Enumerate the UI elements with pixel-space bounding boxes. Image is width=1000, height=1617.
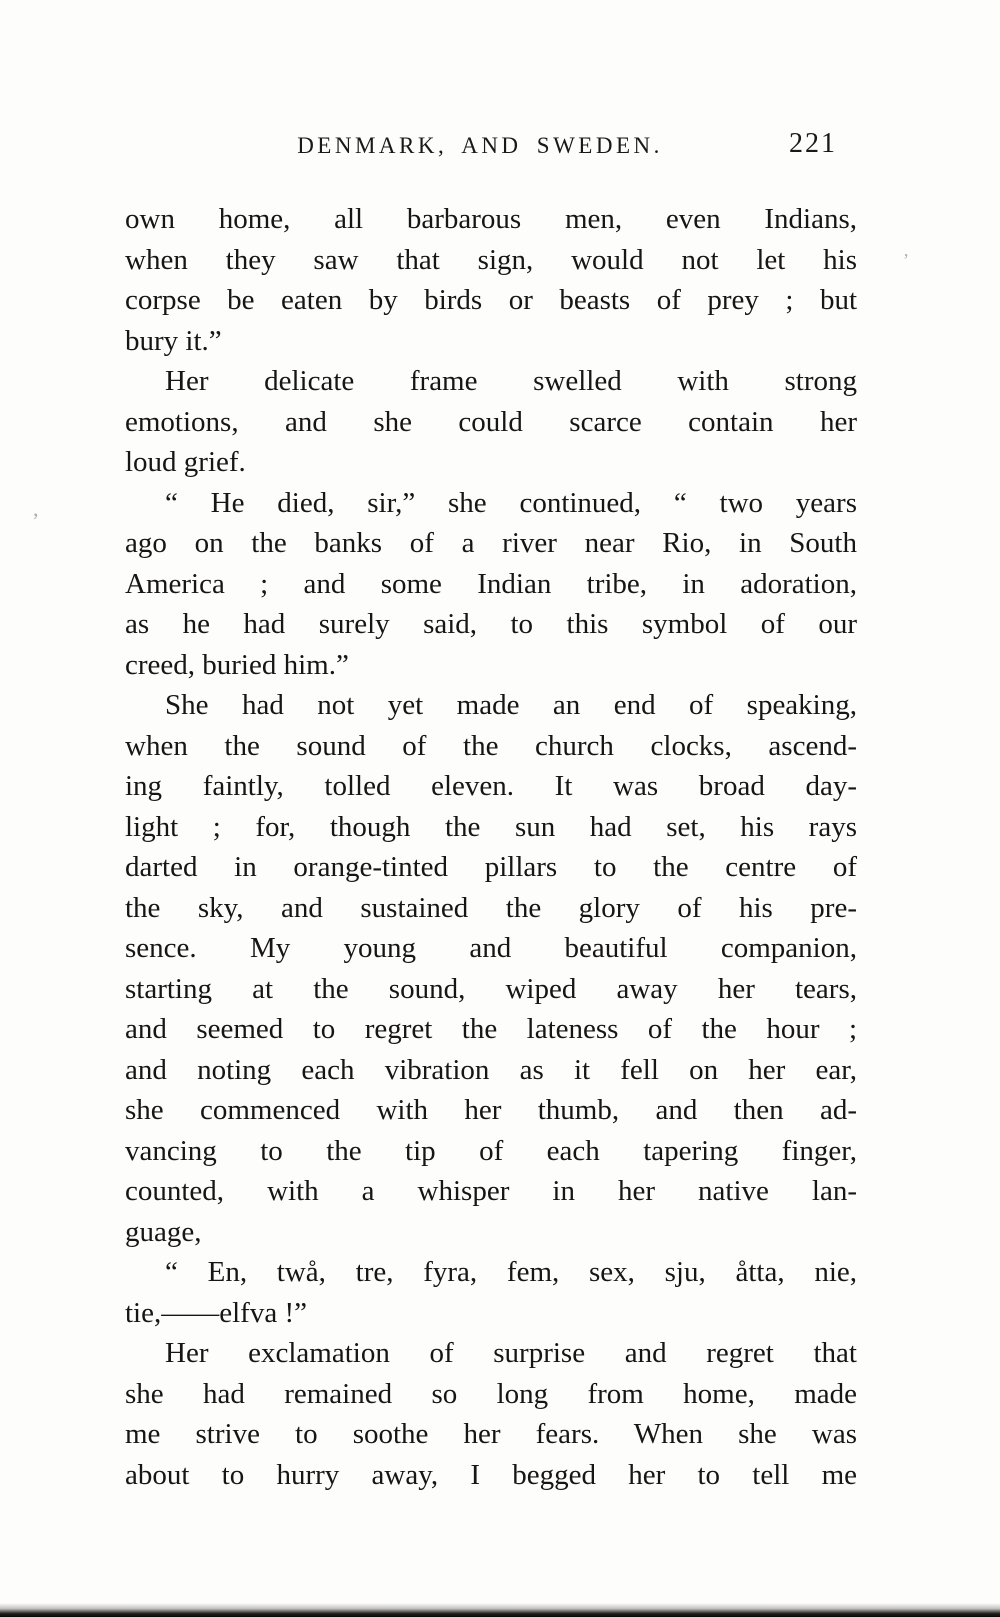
text-line: when the sound of the church clocks, ascend- [125,729,857,762]
text-line: corpse be eaten by birds or beasts of prey ; but [125,284,857,316]
text-line: when they saw that sign, would not let his [125,243,857,276]
text-line: loud grief. [125,446,246,478]
text-line: light ; for, though the sun had set, his rays [125,810,857,843]
text-line: Her exclamation of surprise and regret that [165,1337,857,1369]
text-line: starting at the sound, wiped away her tears, [125,972,857,1005]
text-line: darted in orange-tinted pillars to the centre of [125,851,857,883]
text-line: ing faintly, tolled eleven. It was broad day- [125,770,857,802]
page-number: 221 [789,128,837,159]
text-line: tie,——elfva !” [125,1296,307,1329]
text-line: counted, with a whisper in her native lan- [125,1175,857,1207]
text-line: and noting each vibration as it fell on her ear, [125,1053,857,1086]
text-line: “ En, twå, tre, fyra, fem, sex, sju, åtta, nie, [165,1256,857,1288]
text-line: Her delicate frame swelled with strong [165,365,857,397]
scan-artifact-right: ’ [903,250,909,270]
text-line: me strive to soothe her fears. When she was [125,1418,857,1450]
text-line: sence. My young and beautiful companion, [125,932,857,964]
text-line: about to hurry away, I begged her to tell me [125,1458,857,1491]
text-line: ago on the banks of a river near Rio, in South [125,527,857,559]
body-text [125,199,857,1495]
page-header [125,128,857,166]
paragraph [125,483,857,686]
text-line: guage, [125,1215,202,1248]
scan-artifact-left: , [33,496,39,521]
text-line: vancing to the tip of each tapering finger, [125,1134,857,1167]
text-line: and seemed to regret the lateness of the hour ; [125,1013,857,1045]
text-line: She had not yet made an end of speaking, [165,689,857,721]
text-line: “ He died, sir,” she continued, “ two years [165,486,857,519]
paragraph [125,1252,857,1333]
text-line: she had remained so long from home, made [125,1377,857,1410]
text-line: creed, buried him.” [125,648,349,681]
text-line: the sky, and sustained the glory of his pre- [125,891,857,924]
paragraph [125,199,857,361]
text-line: emotions, and she could scarce contain her [125,405,857,438]
paragraph [125,685,857,1252]
text-line: America ; and some Indian tribe, in adoration, [125,567,857,600]
text-line: bury it.” [125,324,222,357]
text-line: as he had surely said, to this symbol of our [125,608,857,640]
paragraph [125,1333,857,1495]
page-bottom-edge [0,1603,1000,1617]
text-line: she commenced with her thumb, and then ad- [125,1094,857,1126]
text-line: own home, all barbarous men, even Indians, [125,203,857,235]
running-head: DENMARK, AND SWEDEN. [297,133,663,158]
paragraph [125,361,857,483]
